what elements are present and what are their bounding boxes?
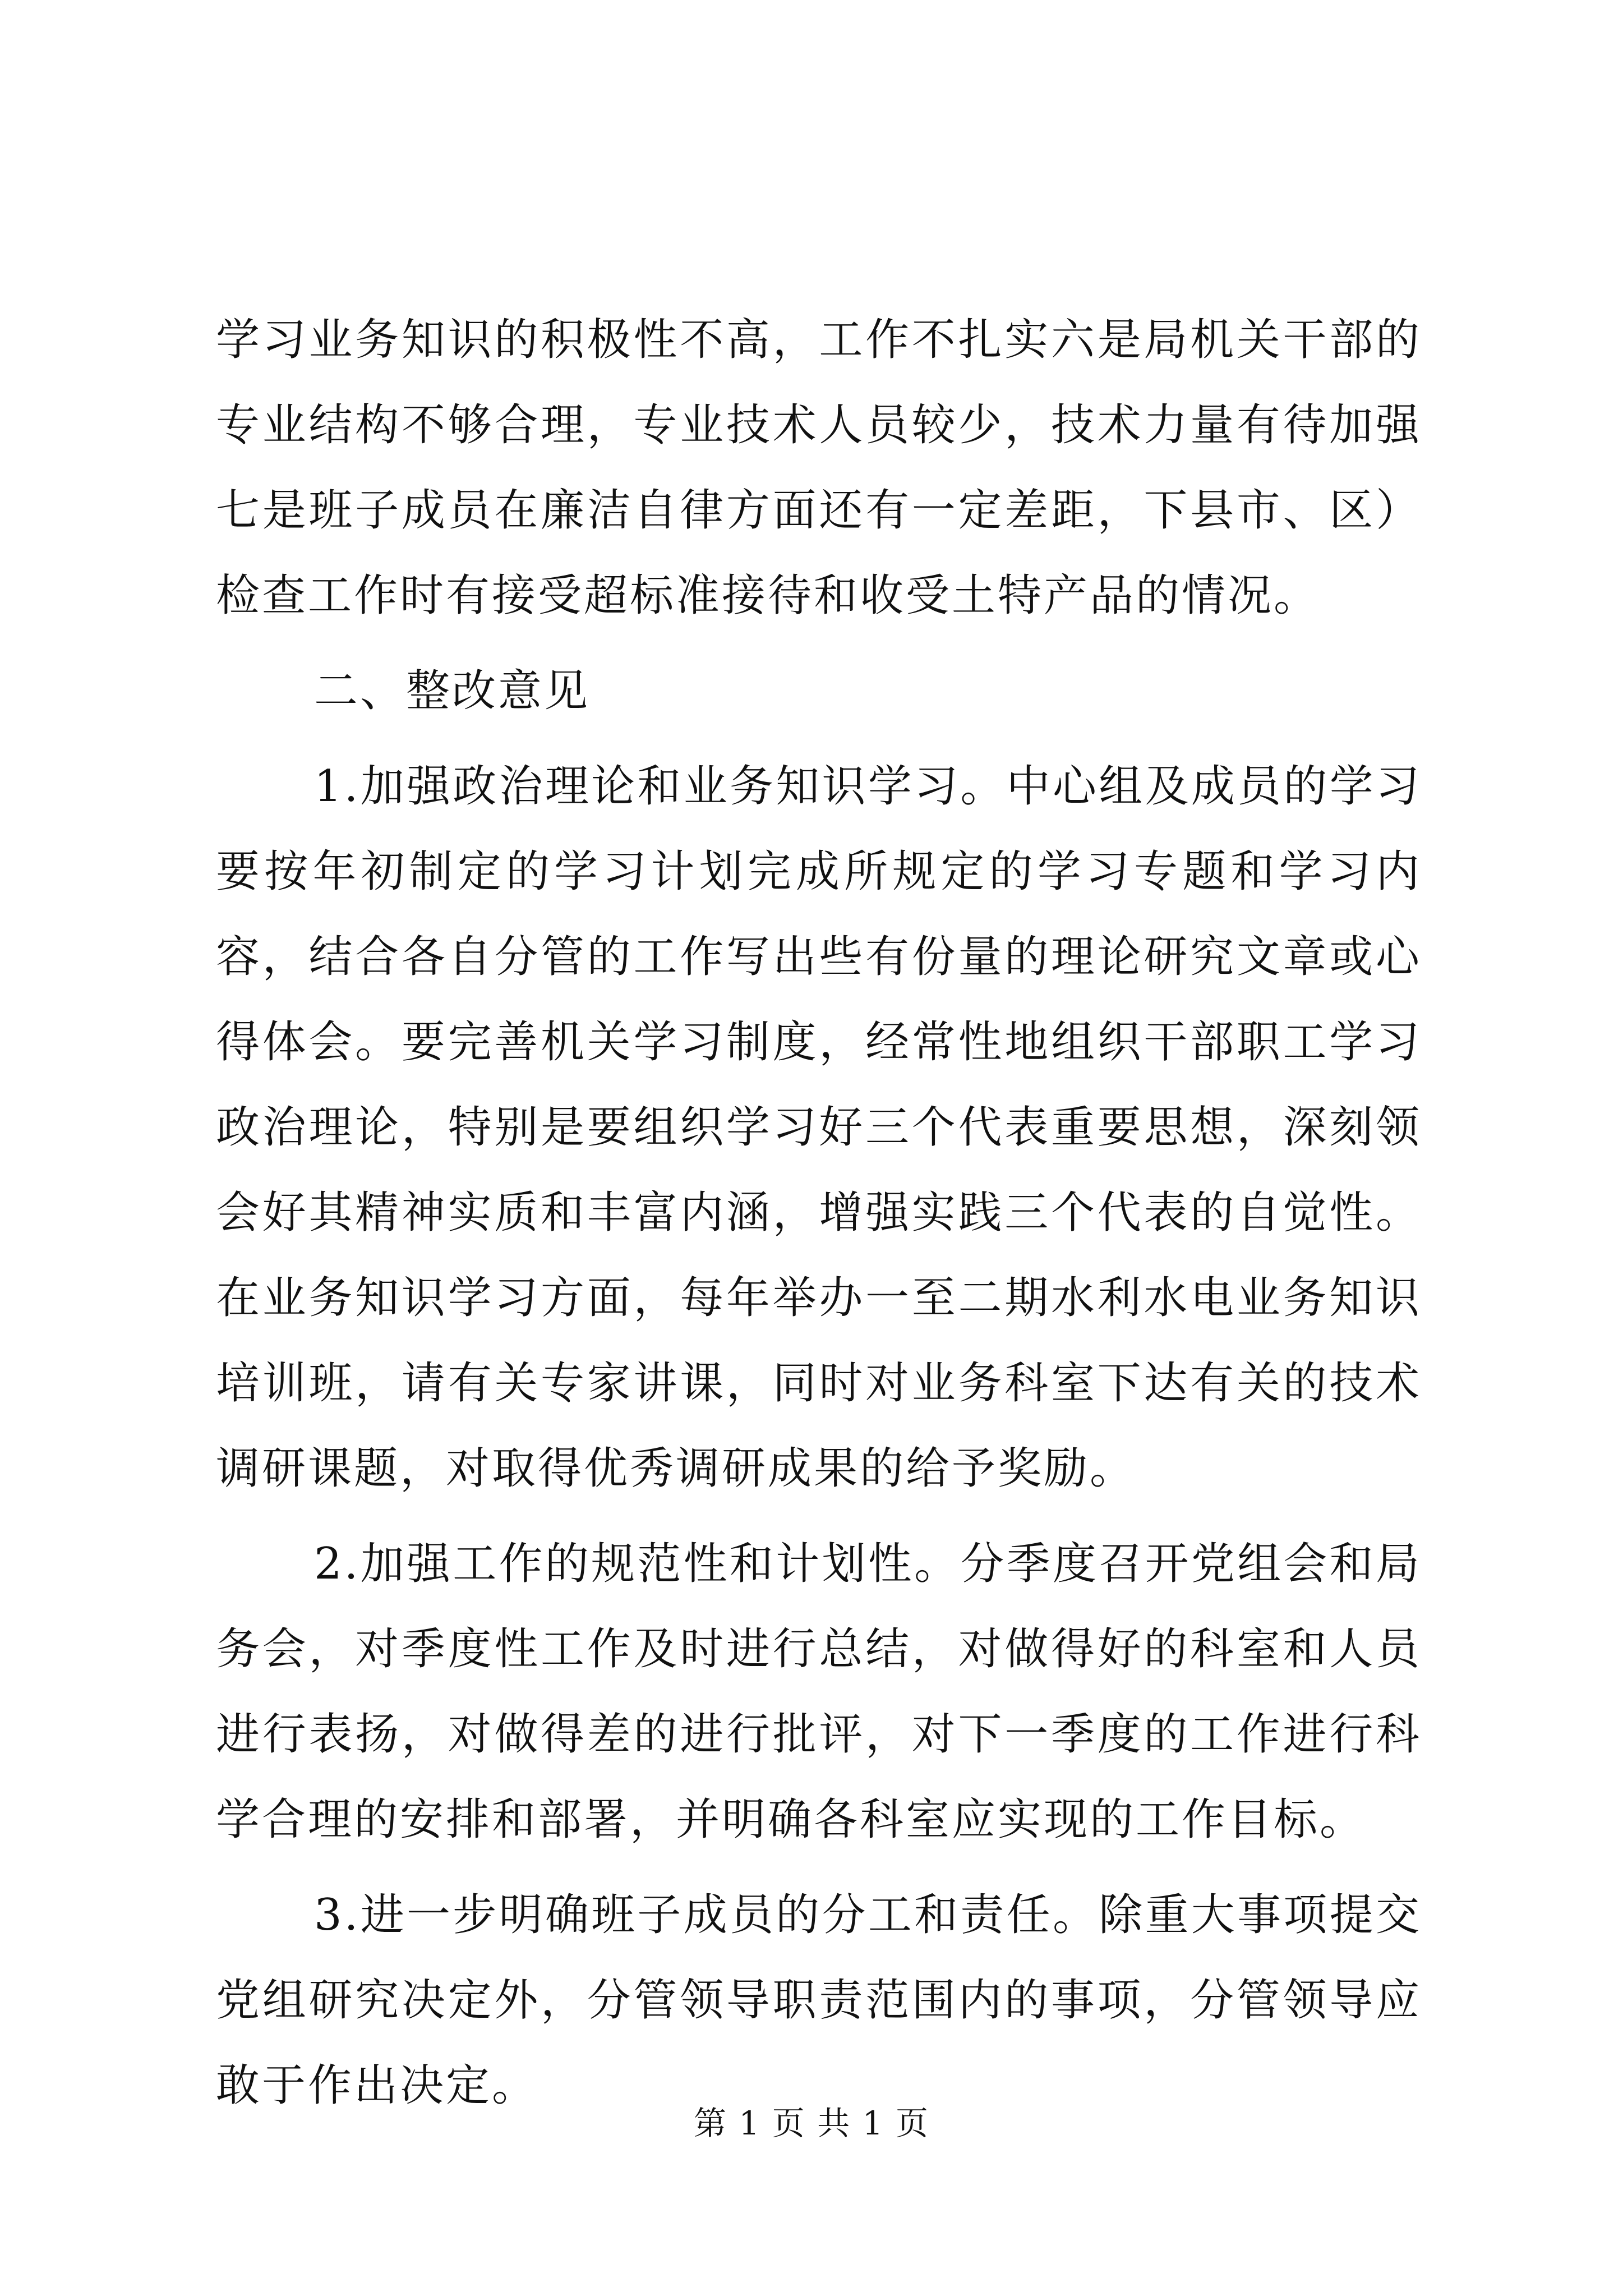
section-heading-rectification: 二、整改意见 <box>314 666 591 716</box>
paragraph-item-2: 2.加强工作的规范性和计划性。分季度召开党组会和局务会，对季度性工作及时进行总结，对做得好的科室和人员进行表扬，对做得差的进行批评，对下一季度的工作进行科学合理的安排和部署，并明确各科室应实现的工作目标。 <box>216 1539 1422 1845</box>
paragraph-gap <box>216 734 1422 744</box>
paragraph-gap <box>216 1862 1422 1872</box>
paragraph-item-3: 3.进一步明确班子成员的分工和责任。除重大事项提交党组研究决定外，分管领导职责范围内的事项，分管领导应敢于作出决定。 <box>216 1890 1422 2111</box>
page-footer: 第 1 页 共 1 页 <box>694 2104 929 2142</box>
paragraph-gap <box>216 638 1422 648</box>
paragraph-item-1: 1.加强政治理论和业务知识学习。中心组及成员的学习要按年初制定的学习计划完成所规定的学习专题和学习内容，结合各自分管的工作写出些有份量的理论研究文章或心得体会。要完善机关学习制度，经常性地组织干部职工学习政治理论，特别是要组织学习好三个代表重要思想，深刻领会好其精神实质和丰富内涵，增强实践三个代表的自觉性。在业务知识学习方面，每年举办一至二期水利水电业务知识培训班，请有关专家讲课，同时对业务科室下达有关的技术调研课题，对取得优秀调研成果的给予奖励。 <box>216 761 1422 1494</box>
paragraph-gap <box>216 1511 1422 1521</box>
paragraph-continuation: 学习业务知识的积极性不高，工作不扎实六是局机关干部的专业结构不够合理，专业技术人员较少，技术力量有待加强七是班子成员在廉洁自律方面还有一定差距，下县市、区）检查工作时有接受超标准接待和收受土特产品的情况。 <box>216 315 1422 621</box>
document-body <box>216 297 1422 2128</box>
